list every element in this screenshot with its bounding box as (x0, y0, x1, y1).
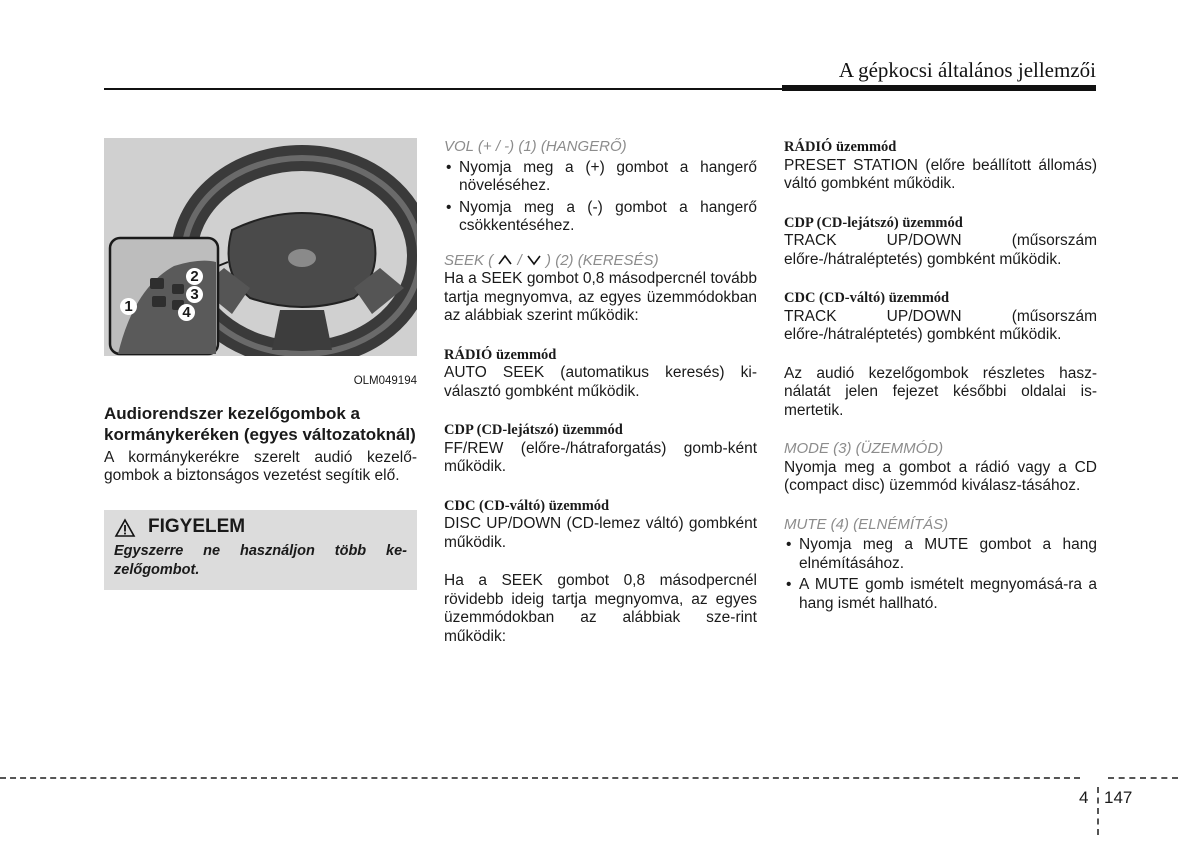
callout-1: 1 (120, 298, 137, 315)
mode-heading: MODE (3) (ÜZEMMÓD) (784, 440, 944, 457)
mode-title: CDP (CD-lejátszó) üzemmód (784, 214, 963, 231)
mode-title: CDC (CD-váltó) üzemmód (784, 290, 950, 306)
mute-bullet: • A MUTE gomb ismételt megnyomásá-ra a hang ismét hallható. (784, 576, 1097, 613)
mode-title: CDP (CD-lejátszó) üzemmód (444, 422, 623, 438)
mode-title: CDC (CD-váltó) üzemmód (444, 497, 610, 514)
mute-bullet: • Nyomja meg a MUTE gombot a hang elnémításához. (784, 536, 1097, 573)
chapter-number: 4 (1079, 788, 1089, 807)
warning-box (104, 510, 417, 590)
header-rule-accent (782, 85, 1096, 91)
footer-vertical-divider (1097, 787, 1099, 835)
callout-3: 3 (186, 286, 203, 303)
footer-dashed-rule-right (1108, 777, 1178, 779)
vol-bullet: • Nyomja meg a (+) gombot a hangerő növeléséhez. (444, 159, 757, 196)
mode-title: RÁDIÓ üzemmód (784, 139, 897, 155)
section-intro: A kormánykerékre szerelt audió kezelő-gombok a biztonságos vezetést segítik elő. (104, 448, 417, 484)
vol-heading: VOL (+ / -) (1) (HANGERŐ) (444, 138, 627, 155)
mode-text: FF/REW (előre-/hátraforgatás) gomb-ként működik. (444, 439, 757, 475)
seek-heading-sep: / (517, 251, 522, 269)
seek-long-intro: Ha a SEEK gombot 0,8 másodpercnél tovább tartja megnyomva, az egyes üzemmódokban az alábbiak szerint működik: (444, 270, 757, 324)
figure-caption: OLM049194 (353, 375, 417, 387)
warning-header (114, 518, 407, 538)
seek-heading-prefix: SEEK ( (444, 251, 494, 269)
seek-heading (444, 252, 757, 271)
seek-short-intro: Ha a SEEK gombot 0,8 másodpercnél rövidebb ideig tartja megnyomva, az egyes üzemmódokban az alábbiak sze-rint működik: (444, 572, 757, 645)
running-header-title: A gépkocsi általános jellemzői (838, 58, 1096, 82)
callout-4: 4 (178, 304, 195, 321)
seek-heading-suffix: ) (2) (KERESÉS) (546, 251, 659, 269)
warning-title: FIGYELEM (148, 516, 246, 538)
mode-button-text: Nyomja meg a gombot a rádió vagy a CD (compact disc) üzemmód kiválasz-tásához. (784, 458, 1097, 494)
mode-text: TRACK UP/DOWN (műsorszám előre-/hátraléptetés) gombként működik. (784, 307, 1097, 343)
column-left (104, 138, 417, 590)
mode-text: AUTO SEEK (automatikus keresés) ki-választó gombként működik. (444, 364, 757, 400)
callout-2: 2 (186, 268, 203, 285)
mode-text: PRESET STATION (előre beállított állomás) váltó gombként működik. (784, 156, 1097, 192)
audio-controls-note: Az audió kezelőgombok részletes hasz-nálatát jelen fejezet későbbi oldalai is-mertetik. (784, 364, 1097, 419)
mute-bullets (784, 536, 1097, 613)
mode-title: RÁDIÓ üzemmód (444, 346, 557, 363)
mode-text: TRACK UP/DOWN (műsorszám előre-/hátraléptetés) gombként működik. (784, 232, 1097, 268)
footer-dashed-rule (0, 777, 1080, 779)
chevron-up-icon (497, 254, 513, 266)
chevron-down-icon (526, 254, 542, 266)
vol-bullets (444, 159, 757, 236)
vol-bullet: • Nyomja meg a (-) gombot a hangerő csökkentéséhez. (444, 199, 757, 236)
warning-triangle-icon (114, 518, 136, 538)
mute-heading: MUTE (4) (ELNÉMÍTÁS) (784, 515, 949, 533)
steering-wheel-figure (104, 138, 417, 356)
mode-text: DISC UP/DOWN (CD-lemez váltó) gombként működik. (444, 515, 757, 551)
column-right (784, 138, 1097, 616)
warning-text: Egyszerre ne használjon több ke-zelőgombot. (114, 542, 407, 578)
section-title: Audiorendszer kezelőgombok a kormánykeréken (egyes változatoknál) (104, 403, 416, 444)
steering-wheel-illustration (104, 138, 417, 356)
page-number: 147 (1104, 788, 1133, 807)
column-middle (444, 138, 757, 646)
